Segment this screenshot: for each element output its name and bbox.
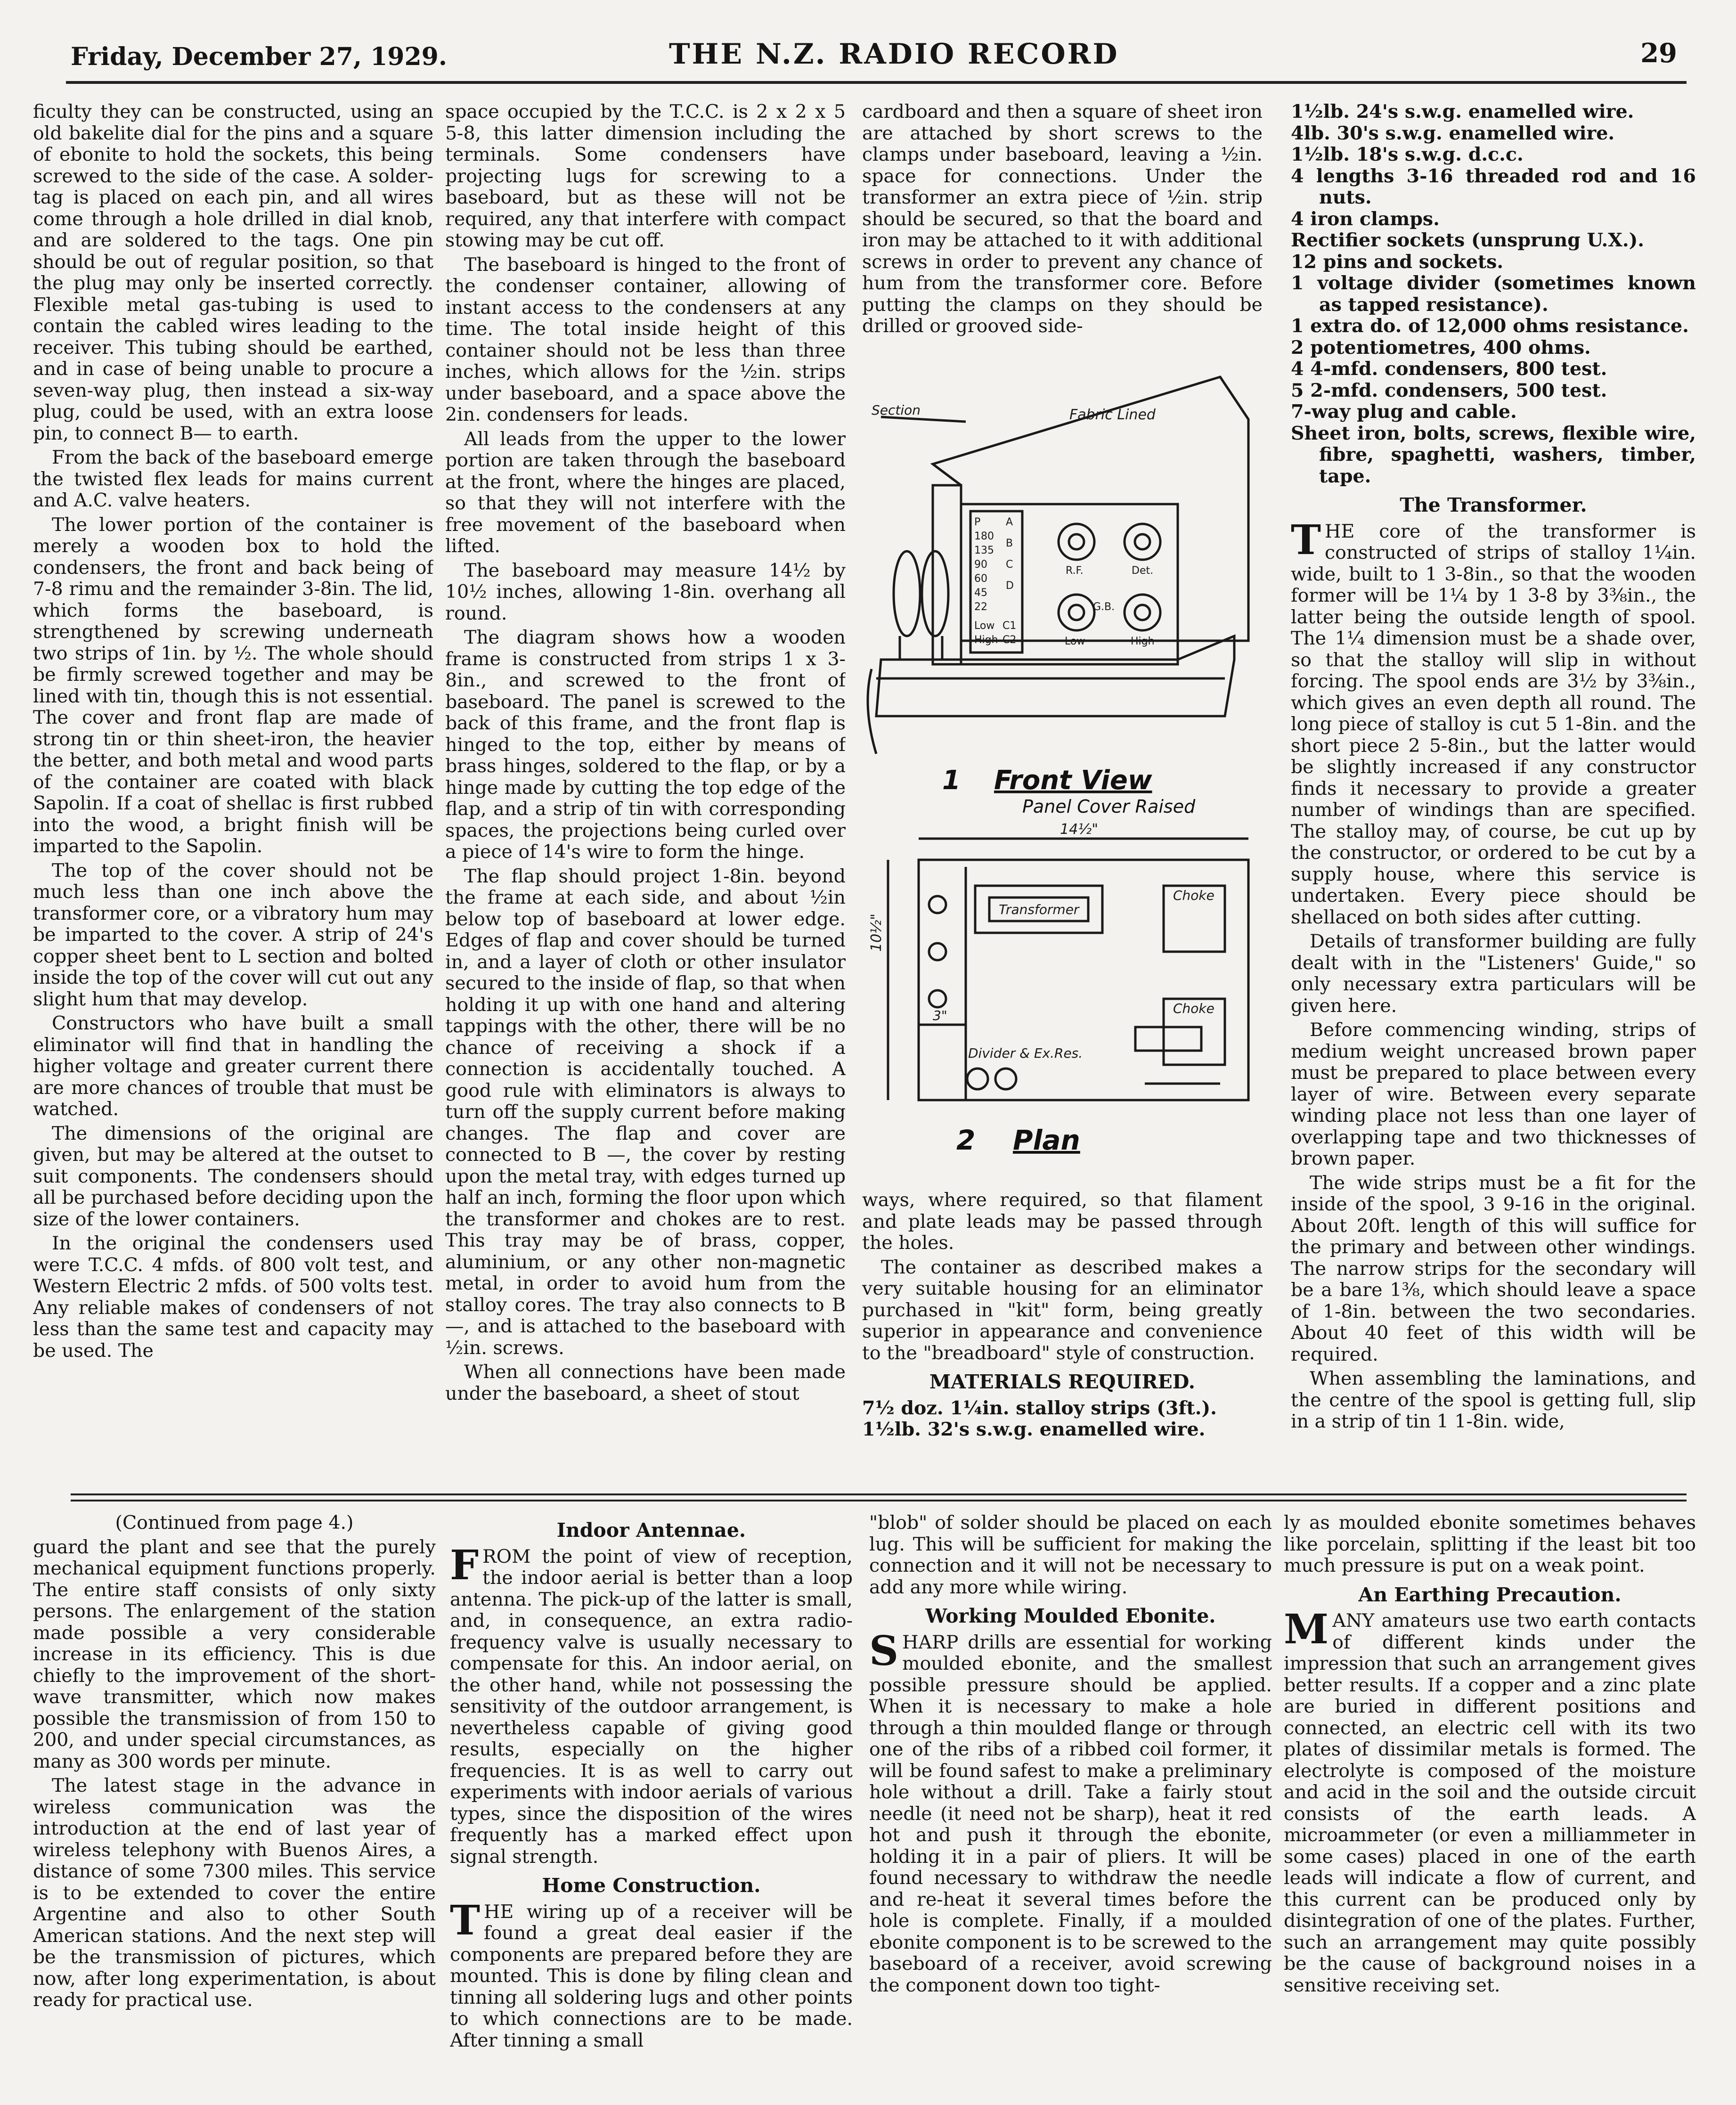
- knob-det: [1125, 524, 1160, 560]
- paragraph: The wide strips must be a fit for the inside of the spool, 3 9-16 in the original. About 20ft. length of this will suffice for the primary and between other windings. The narrow strips for the secondary will be a bare 1⅜, which should leave a space of 1-8in. between the two secondaries. About 40 feet of this width will be required.: [1291, 1172, 1696, 1365]
- paragraph: FROM the point of view of reception, the indoor aerial is better than a loop antenna. The pick-up of the latter is small, and, in consequence, an extra radio-frequency valve is usually necessary to compensate for this. An indoor aerial, on the other hand, while not possessing the sensitivity of the outdoor arrangement, is nevertheless capable of giving good results, especially on the higher frequencies. It is as well to carry out experiments with indoor aerials of various types, since the disposition of the wires frequently has a marked effect upon signal strength.: [450, 1541, 853, 1868]
- home-construction-heading: Home Construction.: [542, 1874, 761, 1897]
- materials-list-part2: [1291, 101, 1696, 487]
- front-caption: Front View: [994, 765, 1152, 796]
- tap-code: C2: [1002, 634, 1017, 646]
- transformer-heading: The Transformer.: [1400, 494, 1587, 516]
- paragraph: The latest stage in the advance in wireless communication was the introduction at the end of last year of wireless telephony with Buenos Aires, a distance of some 7300 miles. This service is to be extended to cover the entire Argentine and also to other South American stations. And the next step will be the transmission of pictures, which now, after long experimentation, is about ready for practical use.: [33, 1775, 436, 2011]
- label-section: Section: [872, 402, 921, 418]
- paragraph: From the back of the baseboard emerge the twisted flex leads for mains current and A.C. valve heaters.: [33, 447, 433, 511]
- paragraph: cardboard and then a square of sheet iron are attached by short screws to the clamps under baseboard, leaving a ½in. space for connections. Under the transformer an extra piece of ½in. strip should be secured, so that the board and iron may be attached to it with additional screws in order to prevent any chance of hum from the transformer core. Before putting the clamps on they should be drilled or grooved side-: [862, 101, 1263, 337]
- materials-item: 1 voltage divider (sometimes known as tapped resistance).: [1291, 272, 1696, 316]
- materials-item: 1 extra do. of 12,000 ohms resistance.: [1291, 315, 1689, 337]
- issue-date: Friday, December 27, 1929.: [71, 42, 447, 71]
- tap-label: P: [974, 516, 981, 528]
- tap-label: 90: [974, 559, 987, 571]
- tap-label: 45: [974, 587, 987, 599]
- paragraph: ly as moulded ebonite sometimes behaves like porcelain, splitting if the least bit too much pressure is put on a weak point.: [1284, 1512, 1696, 1576]
- front-view-drawing: [868, 377, 1248, 754]
- label-det: Det.: [1132, 565, 1154, 577]
- materials-item: Rectifier sockets (unsprung U.X.).: [1291, 229, 1645, 251]
- tap-label: High: [974, 634, 998, 646]
- bottom-column-4: [1284, 1512, 1696, 2092]
- paragraph: "blob" of solder should be placed on each lug. This will be sufficient for making the connection and it will not be necessary to add any more while wiring.: [869, 1512, 1272, 1598]
- paragraph: SHARP drills are essential for working moulded ebonite, and the smallest possible pressure should be applied. When it is necessary to make a hole through a thin moulded flange or through one of the ribs of a ribbed coil former, it will be found safest to make a preliminary hole without a drill. Take a fairly stout needle (it need not be sharp), heat it red hot and push it through the ebonite, holding it in a pair of pliers. It will be found necessary to withdraw the needle and re-heat it several times before the hole is complete. Finally, if a moulded ebonite component is to be screwed to the baseboard of a receiver, avoid screwing the component down too tight-: [869, 1627, 1272, 1996]
- continuation-note: (Continued from page 4.): [115, 1512, 354, 1534]
- paragraph: THE core of the transformer is constructed of strips of stalloy 1¼in. wide, built to 1 3-8in., so that the wooden former will be 1¼ by 1 3-8 by 3⅜in., the latter being the outside length of spool. The 1¼ dimension must be a shade over, so that the stalloy will slip in without forcing. The spool ends are 3½ by 3⅜in., which gives an even depth all round. The long piece of stalloy is cut 5 1-8in. and the short piece 2 5-8in., but the latter would be slightly increased if any constructor finds it necessary to provide a greater number of windings than are specified. The stalloy may, of course, be cut up by the constructor, or ordered to be cut by a supply house, where this service is undertaken. Every piece should be shellaced on both sides after cutting.: [1291, 516, 1696, 928]
- label-rf: R.F.: [1066, 565, 1084, 577]
- materials-heading: MATERIALS REQUIRED.: [929, 1371, 1196, 1393]
- page-number: 29: [1640, 38, 1677, 69]
- paragraph: When assembling the laminations, and the centre of the spool is getting full, slip in a strip of tin 1 1-8in. wide,: [1291, 1368, 1696, 1432]
- plan-caption: Plan: [1013, 1124, 1080, 1156]
- plan-socket: [929, 896, 946, 913]
- plan-caption-number: 2: [956, 1124, 976, 1156]
- materials-item: 1½lb. 24's s.w.g. enamelled wire.: [1291, 101, 1634, 122]
- paragraph: space occupied by the T.C.C. is 2 x 2 x 5 5-8, this latter dimension including the terminals. Some condensers have projecting lugs for screwing to a baseboard, but as these will not be required, any that interfere with compact stowing may be cut off.: [445, 101, 846, 251]
- front-subcaption: Panel Cover Raised: [1022, 796, 1196, 817]
- materials-item: 1½lb. 32's s.w.g. enamelled wire.: [862, 1419, 1206, 1440]
- tap-label: 22: [974, 601, 987, 613]
- knob-gb-high: [1125, 595, 1160, 630]
- paragraph: MANY amateurs use two earth contacts of different kinds under the impression that such an arrangement gives better results. If a copper and a zinc plate are buried in different positions and connected, an electric cell with its two plates of dissimilar metals is formed. The electrolyte is composed of the moisture and acid in the soil and the outside circuit consists of the earth leads. A microammeter (or even a milliammeter in some cases) placed in one of the earth leads will indicate a flow of current, and this current can be produced only by disintegration of one of the plates. Further, such an arrangement may quite possibly be the cause of background noises in a sensitive receiving set.: [1284, 1606, 1696, 1996]
- materials-item: 4lb. 30's s.w.g. enamelled wire.: [1291, 122, 1615, 144]
- publication-title: THE N.Z. RADIO RECORD: [669, 38, 1119, 71]
- plan-socket: [929, 943, 946, 960]
- paragraph: The lower portion of the container is merely a wooden box to hold the condensers, the front and back being of 7-8 rimu and the remainder 3-8in. The lid, which forms the baseboard, is strengthened by screwing underneath two strips of 1in. by ½. The whole should be firmly screwed together and may be lined with tin, though this is not essential. The cover and front flap are made of strong tin or thin sheet-iron, the heavier the better, and both metal and wood parts of the container are coated with black Sapolin. If a coat of shellac is first rubbed into the wood, a bright finish will be imparted to the Sapolin.: [33, 514, 433, 857]
- paragraph: The dimensions of the original are given, but may be altered at the outset to suit components. The condensers should all be purchased before deciding upon the size of the lower containers.: [33, 1122, 433, 1230]
- tap-label: Low: [974, 620, 995, 632]
- tap-code: D: [1006, 580, 1014, 592]
- label-low: Low: [1065, 636, 1085, 647]
- article-column-4: [1291, 101, 1696, 1477]
- paragraph: ficulty they can be constructed, using an old bakelite dial for the pins and a square of ebonite to hold the sockets, this being screwed to the side of the case. A solder-tag is placed on each pin, and all wires come through a hole drilled in dial knob, and are soldered to the tags. One pin should be out of regular position, so that the plug may only be inserted correctly. Flexible metal gas-tubing is used to contain the cabled wires leading to the receiver. This tubing should be earthed, and in case of being unable to procure a seven-way plug, then instead a six-way plug, could be used, with an extra loose pin, to connect B— to earth.: [33, 101, 433, 444]
- plan-height-label: 10½": [868, 913, 885, 952]
- paragraph: THE wiring up of a receiver will be found a great deal easier if the components are prepared before they are mounted. This is done by filing clean and tinning all soldering lugs and other points to which connections are to be made. After tinning a small: [450, 1896, 853, 2051]
- paragraph: Constructors who have built a small eliminator will find that in handling the higher voltage and greater current there are more chances of trouble that must be watched.: [33, 1012, 433, 1120]
- plan-choke-label: Choke: [1173, 888, 1214, 903]
- plan-inset-label: 3": [933, 1008, 947, 1023]
- article-column-3-bottom: [862, 1190, 1263, 1477]
- eliminator-diagram: [862, 349, 1267, 1187]
- knob-rf: [1059, 524, 1094, 560]
- tap-code: C: [1006, 559, 1013, 571]
- bottom-column-1: [33, 1512, 436, 2092]
- moulded-ebonite-heading: Working Moulded Ebonite.: [925, 1605, 1216, 1627]
- section-separator-rule: [71, 1493, 1687, 1501]
- indoor-antennae-heading: Indoor Antennae.: [556, 1519, 746, 1542]
- paragraph: The top of the cover should not be much less than one inch above the transformer core, or a vibratory hum may be imparted to the cover. A strip of 24's copper sheet bent to L section and bolted inside the top of the cover will cut out any slight hum that may develop.: [33, 859, 433, 1010]
- plan-width-label: 14½": [1060, 821, 1099, 838]
- article-column-2: [445, 101, 846, 1477]
- paragraph: Details of transformer building are fully dealt with in the "Listeners' Guide," so only necessary extra particulars will be given here.: [1291, 930, 1696, 1017]
- masthead-rule: [66, 81, 1687, 84]
- base-outline: [876, 636, 1234, 716]
- paragraph: The diagram shows how a wooden frame is constructed from strips 1 x 3-8in., and screwed to the front of baseboard. The panel is screwed to the back of this frame, and the front flap is hinged to the top, either by means of brass hinges, soldered to the flap, or by a hinge made by cutting the top edge of the flap, and a strip of tin with corresponding spaces, the projections being curled over a piece of 14's wire to form the hinge.: [445, 627, 846, 863]
- paragraph: The baseboard may measure 14½ by 10½ inches, allowing 1-8in. overhang all round.: [445, 559, 846, 624]
- paragraph: Before commencing winding, strips of medium weight uncreased brown paper must be prepared to place between every layer of wire. Between every separate winding place not less than one layer of overlapping tape and two thicknesses of brown paper.: [1291, 1019, 1696, 1169]
- article-column-1: [33, 101, 433, 1477]
- materials-item: Sheet iron, bolts, screws, flexible wire, fibre, spaghetti, washers, timber, tape.: [1291, 422, 1696, 487]
- materials-item: 12 pins and sockets.: [1291, 251, 1504, 273]
- knob-gb-low: [1059, 595, 1094, 630]
- paragraph: ways, where required, so that filament and plate leads may be passed through the holes.: [862, 1190, 1263, 1254]
- mains-cable: [868, 669, 876, 754]
- bottom-column-2: [450, 1512, 853, 2092]
- tap-label: 180: [974, 530, 994, 542]
- label-high: High: [1131, 636, 1155, 647]
- materials-item: 7-way plug and cable.: [1291, 401, 1517, 423]
- materials-item: 1½lb. 18's s.w.g. d.c.c.: [1291, 144, 1524, 165]
- materials-item: 4 4-mfd. condensers, 800 test.: [1291, 358, 1607, 380]
- plan-divider-label: Divider & Ex.Res.: [968, 1045, 1083, 1061]
- tap-label: 60: [974, 573, 987, 585]
- tap-code: B: [1006, 538, 1013, 549]
- materials-item: 4 iron clamps.: [1291, 208, 1440, 230]
- materials-list-part1: [862, 1398, 1263, 1441]
- plan-choke-label: Choke: [1173, 1001, 1214, 1016]
- plan-terminal: [995, 1069, 1016, 1089]
- materials-item: 5 2-mfd. condensers, 500 test.: [1291, 379, 1607, 401]
- materials-item: 7½ doz. 1¼in. stalloy strips (3ft.).: [862, 1397, 1217, 1419]
- tap-label: 135: [974, 545, 994, 556]
- front-caption-number: 1: [942, 765, 961, 796]
- valve-right: [922, 551, 948, 636]
- bottom-column-3: [869, 1512, 1272, 2092]
- paragraph: The flap should project 1-8in. beyond the frame at each side, and about ½in below top of baseboard at lower edge. Edges of flap and cover should be turned in, and a layer of cloth or other insulator secured to the inside of flap, so that when holding it up with one hand and altering tappings with the other, there will be no chance of receiving a shock if a connection is accidentally touched. A good rule with eliminators is always to turn off the supply current before making changes. The flap and cover are connected to B —, the cover by resting upon the metal tray, with edges turned up half an inch, forming the floor upon which the transformer and chokes are to rest. This tray may be of brass, copper, aluminium, or any other non-magnetic metal, in order to avoid hum from the stalloy cores. The tray also connects to B—, and is attached to the baseboard with ½in. screws.: [445, 865, 846, 1359]
- earthing-precaution-heading: An Earthing Precaution.: [1358, 1583, 1622, 1606]
- label-gb: G.B.: [1093, 601, 1115, 613]
- materials-item: 4 lengths 3-16 threaded rod and 16 nuts.: [1291, 165, 1696, 208]
- diagram-svg: [862, 349, 1267, 1187]
- paragraph: The baseboard is hinged to the front of the condenser container, allowing of instant access to the condensers at any time. The total inside height of this container should not be less than three inches, which allows for the ½in. strips under baseboard, and a space above the 2in. condensers for leads.: [445, 253, 846, 425]
- paragraph: All leads from the upper to the lower portion are taken through the baseboard at the front, where the hinges are placed, so that they will not interfere with the free movement of the baseboard when lifted.: [445, 428, 846, 557]
- masthead: [71, 38, 1687, 75]
- plan-socket: [929, 990, 946, 1007]
- paragraph: The container as described makes a very suitable housing for an eliminator purchased in "kit" form, being greatly superior in appearance and convenience to the "breadboard" style of construction.: [862, 1256, 1263, 1364]
- valve-left: [894, 551, 920, 636]
- paragraph: When all connections have been made under the baseboard, a sheet of stout: [445, 1361, 846, 1404]
- materials-item: 2 potentiometres, 400 ohms.: [1291, 336, 1591, 359]
- plan-terminal: [967, 1069, 988, 1089]
- label-fabric-lined: Fabric Lined: [1069, 407, 1156, 423]
- plan-transformer-label: Transformer: [999, 902, 1079, 917]
- paragraph: guard the plant and see that the purely mechanical equipment functions properly. The entire staff consists of only sixty persons. The enlargement of the station made possible a very considerable increase in its efficiency. This is due chiefly to the improvement of the short-wave transmitter, which now makes possible the transmission of from 150 to 200, and under special circumstances, as many as 300 words per minute.: [33, 1536, 436, 1772]
- tap-code: C1: [1002, 620, 1017, 632]
- tap-code: A: [1006, 516, 1013, 528]
- paragraph: In the original the condensers used were T.C.C. 4 mfds. of 800 volt test, and Western Electric 2 mfds. of 500 volts test. Any reliable makes of condensers of not less than the same test and capacity may be used. The: [33, 1232, 433, 1362]
